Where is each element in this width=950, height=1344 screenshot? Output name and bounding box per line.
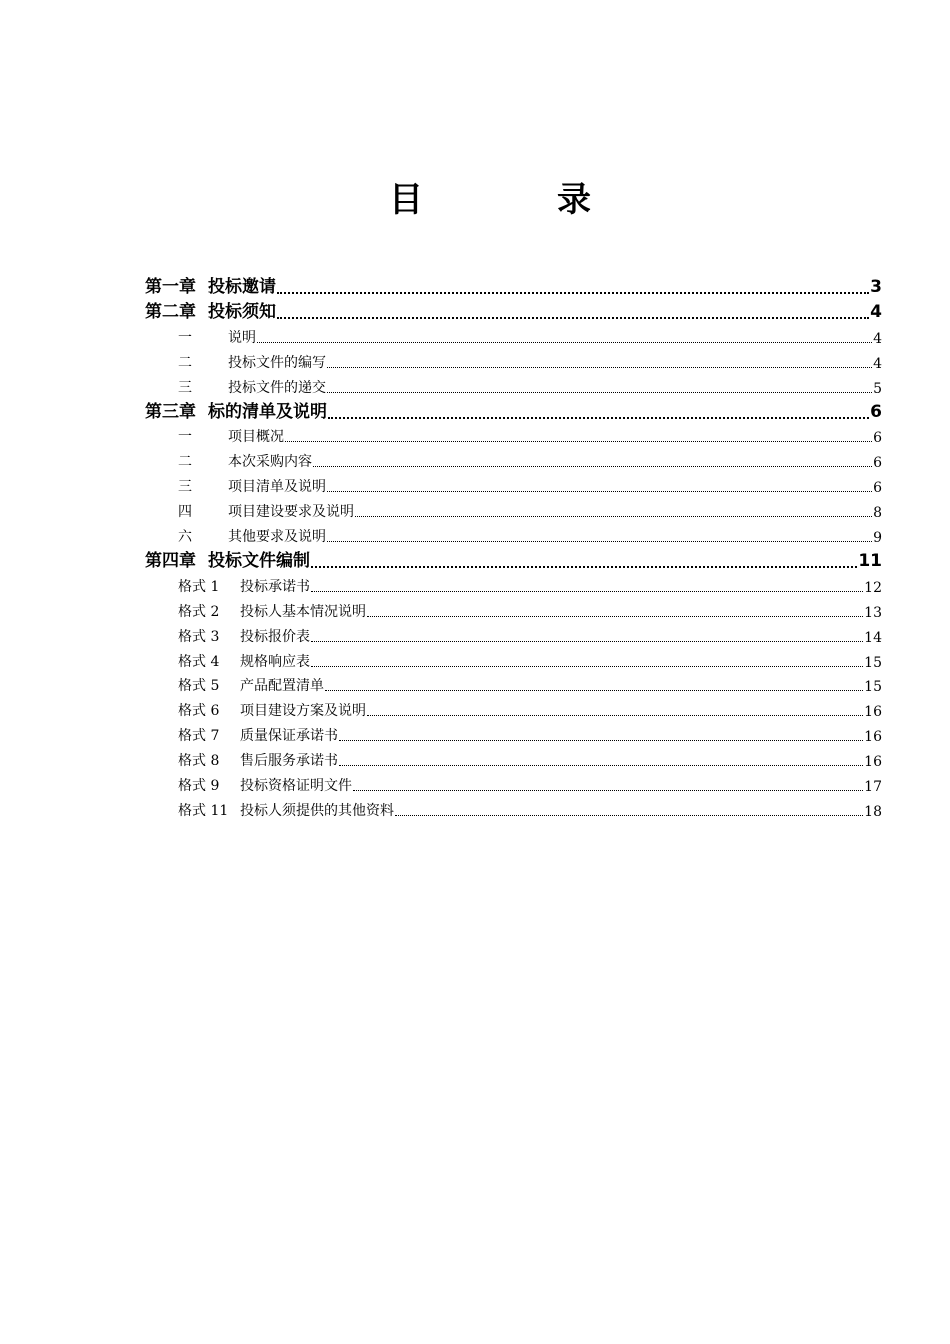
toc-entry-section[interactable] (178, 447, 882, 471)
toc-entry-page-number: 15 (864, 654, 882, 671)
toc-entry-title: 质量保证承诺书 (240, 728, 338, 745)
toc-entry-number: 二 (178, 354, 192, 371)
toc-entry-title: 售后服务承诺书 (240, 753, 338, 770)
dot-leader (285, 427, 872, 442)
dot-leader (339, 726, 863, 741)
toc-entry-title: 项目建设方案及说明 (240, 703, 366, 720)
toc-entry-title: 投标人基本情况说明 (240, 603, 366, 620)
dot-leader (353, 776, 863, 791)
dot-leader (311, 577, 863, 592)
toc-entry-chapter[interactable] (145, 298, 882, 322)
toc-entry-page-number: 18 (864, 803, 882, 820)
toc-entry-page-number: 4 (873, 330, 882, 347)
toc-entry-title: 投标须知 (208, 301, 276, 322)
toc-entry-number: 格式 1 (178, 578, 220, 595)
toc-entry-title: 投标人须提供的其他资料 (240, 802, 394, 819)
toc-entry-page-number: 9 (873, 530, 882, 546)
toc-entry-format[interactable] (178, 597, 882, 621)
toc-entry-page-number: 6 (870, 401, 882, 422)
toc-entry-title: 投标承诺书 (240, 578, 310, 595)
toc-entry-chapter[interactable] (145, 398, 882, 422)
toc-entry-format[interactable] (178, 696, 882, 720)
toc-entry-title: 本次采购内容 (228, 454, 312, 471)
toc-entry-page-number: 13 (864, 604, 882, 621)
toc-entry-format[interactable] (178, 721, 882, 745)
dot-leader (325, 676, 863, 691)
toc-entry-format[interactable] (178, 796, 882, 820)
toc-entry-section[interactable] (178, 323, 882, 347)
dot-leader (327, 477, 872, 492)
toc-entry-page-number: 6 (873, 430, 882, 447)
toc-entry-page-number: 15 (864, 679, 882, 696)
toc-entry-section[interactable] (178, 522, 882, 546)
toc-entry-title: 投标文件编制 (208, 550, 310, 571)
dot-leader (311, 652, 863, 667)
toc-entry-number: 第三章 (145, 401, 196, 422)
toc-entry-chapter[interactable] (145, 273, 882, 297)
toc-entry-number: 格式 9 (178, 778, 220, 794)
toc-entry-title: 投标报价表 (240, 628, 310, 645)
toc-entry-number: 格式 6 (178, 703, 220, 720)
toc-entry-section[interactable] (178, 422, 882, 446)
toc-entry-number: 第二章 (145, 301, 196, 322)
toc-entry-number: 格式 2 (178, 603, 220, 620)
dot-leader (327, 378, 872, 393)
toc-entry-number: 格式 5 (178, 678, 220, 695)
toc-entry-page-number: 6 (873, 480, 882, 497)
dot-leader (328, 400, 869, 419)
toc-entry-page-number: 14 (864, 629, 882, 646)
toc-entry-page-number: 4 (873, 355, 882, 372)
dot-leader (311, 549, 857, 568)
toc-entry-number: 第一章 (145, 277, 196, 297)
toc-entry-page-number: 5 (873, 380, 882, 397)
toc-entry-section[interactable] (178, 497, 882, 521)
toc-entry-page-number: 11 (858, 550, 882, 571)
toc-entry-title: 项目概况 (228, 429, 284, 446)
toc-entry-section[interactable] (178, 472, 882, 496)
dot-leader (311, 627, 863, 642)
dot-leader (327, 527, 872, 542)
dot-leader (367, 701, 863, 716)
toc-entry-format[interactable] (178, 647, 882, 671)
dot-leader (313, 452, 872, 467)
toc-entry-format[interactable] (178, 622, 882, 646)
toc-entry-page-number: 4 (870, 301, 882, 322)
dot-leader (395, 801, 863, 816)
toc-entry-number: 一 (178, 329, 192, 346)
toc-entry-number: 格式 7 (178, 728, 220, 745)
dot-leader (277, 275, 869, 294)
toc-entry-format[interactable] (178, 572, 882, 596)
toc-entry-title: 投标文件的递交 (228, 379, 326, 396)
toc-entry-section[interactable] (178, 348, 882, 372)
toc-entry-format[interactable] (178, 746, 882, 770)
toc-entry-number: 一 (178, 429, 192, 446)
toc-entry-title: 说明 (228, 329, 256, 346)
toc-entry-title: 投标邀请 (208, 277, 276, 297)
toc-entry-page-number: 6 (873, 455, 882, 472)
toc-entry-page-number: 16 (864, 754, 882, 771)
toc-entry-page-number: 8 (873, 505, 882, 522)
toc-entry-number: 格式 4 (178, 653, 220, 670)
toc-entry-number: 三 (178, 479, 192, 496)
toc-entry-page-number: 16 (864, 729, 882, 746)
toc-entry-number: 第四章 (145, 550, 196, 571)
dot-leader (327, 353, 872, 368)
toc-entry-number: 六 (178, 529, 192, 545)
toc-entry-number: 四 (178, 504, 192, 521)
toc-entry-title: 项目清单及说明 (228, 479, 326, 496)
toc-entry-title: 产品配置清单 (240, 678, 324, 695)
toc-entry-number: 格式 8 (178, 753, 220, 770)
toc-entry-number: 格式 3 (178, 628, 220, 645)
dot-leader (257, 328, 872, 343)
toc-entry-title: 标的清单及说明 (208, 401, 327, 422)
toc-entry-title: 投标资格证明文件 (240, 778, 352, 794)
toc-entry-title: 投标文件的编写 (228, 354, 326, 371)
toc-entry-title: 项目建设要求及说明 (228, 504, 354, 521)
toc-entry-title: 规格响应表 (240, 653, 310, 670)
toc-entry-page-number: 17 (864, 779, 882, 795)
toc-entry-chapter[interactable] (145, 547, 882, 571)
toc-entry-section[interactable] (178, 373, 882, 397)
toc-entry-number: 二 (178, 454, 192, 471)
dot-leader (277, 300, 869, 319)
toc-entry-page-number: 16 (864, 704, 882, 721)
toc-entry-format[interactable] (178, 771, 882, 795)
dot-leader (355, 502, 872, 517)
dot-leader (367, 602, 863, 617)
toc-entry-title: 其他要求及说明 (228, 529, 326, 545)
toc-entry-number: 三 (178, 379, 192, 396)
toc-entry-format[interactable] (178, 671, 882, 695)
toc-entry-number: 格式 11 (178, 802, 229, 819)
page-title: 目 录 (389, 180, 641, 220)
toc-entry-page-number: 3 (870, 277, 882, 297)
toc-entry-page-number: 12 (864, 579, 882, 596)
dot-leader (339, 751, 863, 766)
